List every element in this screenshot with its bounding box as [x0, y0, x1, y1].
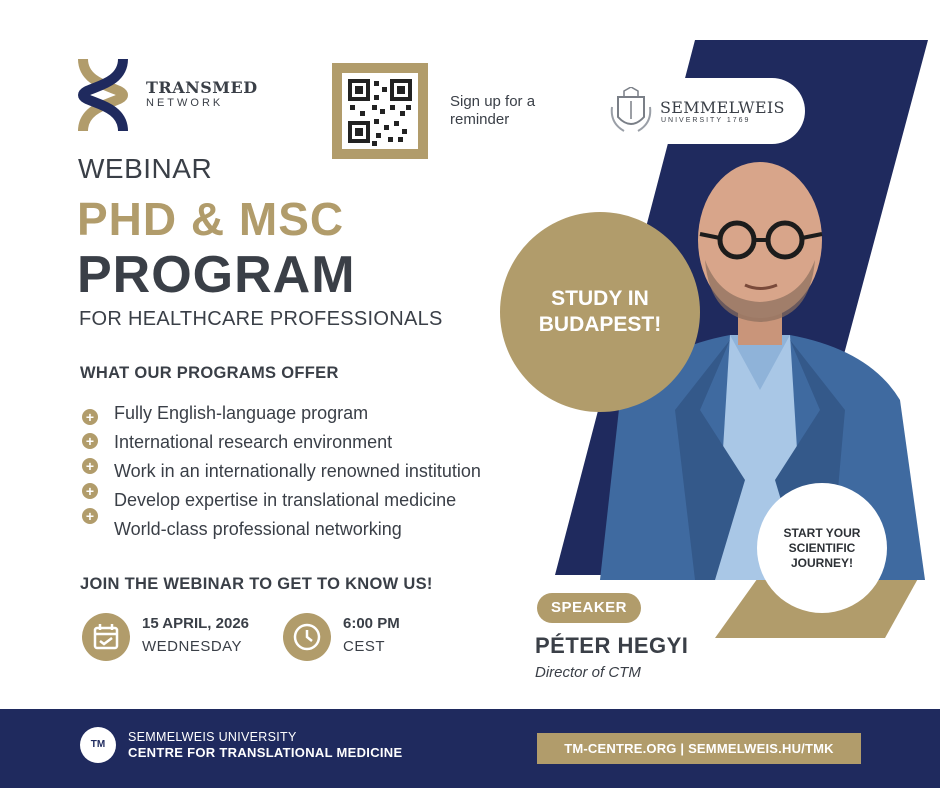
- offer-item: World-class professional networking: [114, 519, 402, 539]
- offer-heading: WHAT OUR PROGRAMS OFFER: [80, 364, 339, 382]
- subtitle: FOR HEALTHCARE PROFESSIONALS: [79, 308, 443, 330]
- event-time: 6:00 PM: [343, 615, 400, 632]
- offer-item: Work in an internationally renowned institution: [114, 461, 481, 481]
- university-subtitle: UNIVERSITY 1769: [661, 117, 751, 124]
- offer-item: International research environment: [114, 432, 393, 452]
- title-line-2: PROGRAM: [77, 246, 356, 304]
- calendar-icon: [82, 613, 130, 661]
- webinar-label: WEBINAR: [78, 153, 213, 184]
- event-timezone: CEST: [343, 638, 386, 655]
- offer-item: Develop expertise in translational medicine: [114, 490, 457, 510]
- plus-icon: +: [82, 458, 98, 474]
- speaker-badge: SPEAKER: [537, 593, 641, 623]
- plus-icon: +: [82, 508, 98, 524]
- plus-icon: +: [82, 483, 98, 499]
- ctm-logo-icon: TM: [80, 727, 116, 763]
- university-crest-icon: [610, 87, 652, 135]
- event-weekday: WEDNESDAY: [142, 638, 243, 655]
- signup-text: Sign up for a reminder: [450, 93, 536, 128]
- plus-icon: +: [82, 409, 98, 425]
- event-date: 15 APRIL, 2026: [142, 615, 249, 632]
- plus-icon: +: [82, 433, 98, 449]
- footer-centre: CENTRE FOR TRANSLATIONAL MEDICINE: [128, 745, 403, 760]
- qr-code-icon: [342, 73, 418, 149]
- offer-list: [82, 403, 481, 548]
- footer-links[interactable]: TM-CENTRE.ORG | SEMMELWEIS.HU/TMK: [537, 733, 861, 764]
- university-name: SEMMELWEIS: [660, 98, 785, 117]
- clock-icon: [283, 613, 331, 661]
- footer-university: SEMMELWEIS UNIVERSITY: [128, 730, 297, 744]
- journey-badge: START YOUR SCIENTIFIC JOURNEY!: [757, 483, 887, 613]
- study-badge: STUDY IN BUDAPEST!: [500, 212, 700, 412]
- qr-code[interactable]: [332, 63, 428, 159]
- transmed-logo-icon: [78, 57, 128, 133]
- brand-subname: NETWORK: [146, 97, 224, 109]
- speaker-name: PÉTER HEGYI: [535, 633, 689, 658]
- speaker-role: Director of CTM: [535, 664, 641, 681]
- brand-name: TRANSMED: [146, 78, 258, 97]
- title-line-1: PHD & MSC: [77, 193, 345, 245]
- offer-item: Fully English-language program: [114, 403, 369, 423]
- join-heading: JOIN THE WEBINAR TO GET TO KNOW US!: [80, 575, 433, 593]
